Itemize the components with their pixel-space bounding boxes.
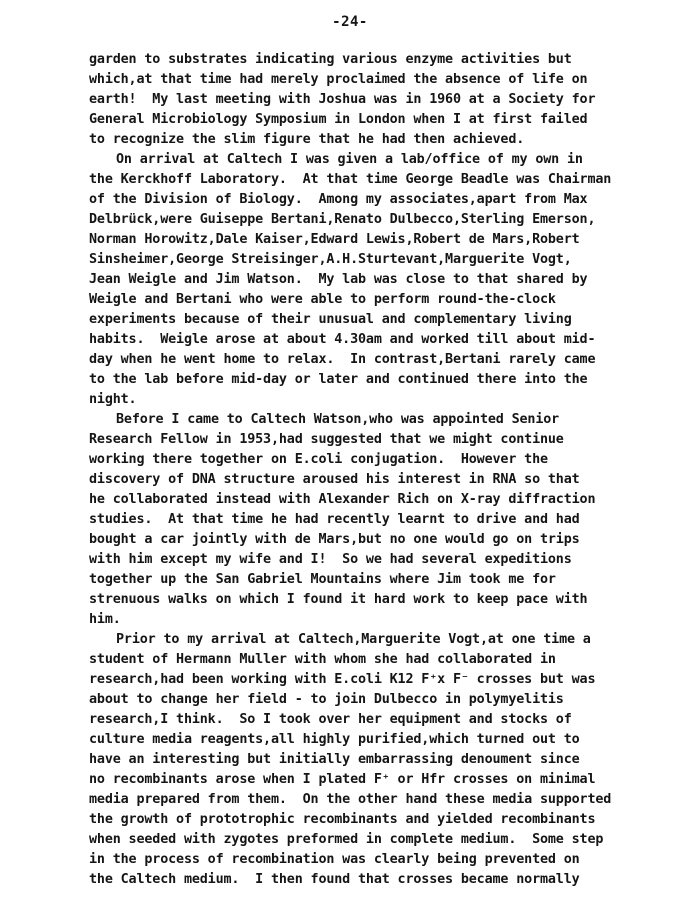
text-line: about to change her field - to join Dulbecco in polymyelitis xyxy=(89,692,564,707)
text-line: day when he went home to relax. In contrast,Bertani rarely came xyxy=(89,352,596,367)
text-line: media prepared from them. On the other hand these media supported xyxy=(89,792,612,807)
text-line: to the lab before mid-day or later and continued there into the xyxy=(89,372,588,387)
text-line: to recognize the slim figure that he had then achieved. xyxy=(89,132,525,147)
text-line: Weigle and Bertani who were able to perform round-the-clock xyxy=(89,292,556,307)
text-line: On arrival at Caltech I was given a lab/office of my own in xyxy=(116,152,583,167)
text-line: research,I think. So I took over her equipment and stocks of xyxy=(89,712,572,727)
text-line: Jean Weigle and Jim Watson. My lab was close to that shared by xyxy=(89,272,588,287)
text-line: together up the San Gabriel Mountains where Jim took me for xyxy=(89,572,556,587)
text-line: which,at that time had merely proclaimed the absence of life on xyxy=(89,72,588,87)
text-line: discovery of DNA structure aroused his interest in RNA so that xyxy=(89,472,580,487)
text-line: in the process of recombination was clearly being prevented on xyxy=(89,852,580,867)
text-line: earth! My last meeting with Joshua was in 1960 at a Society for xyxy=(89,92,596,107)
page-number: -24- xyxy=(332,14,368,30)
text-line: Norman Horowitz,Dale Kaiser,Edward Lewis,Robert de Mars,Robert xyxy=(89,232,580,247)
text-line: Sinsheimer,George Streisinger,A.H.Sturtevant,Marguerite Vogt, xyxy=(89,252,572,267)
text-line: working there together on E.coli conjugation. However the xyxy=(89,452,548,467)
text-line: General Microbiology Symposium in London when I at first failed xyxy=(89,112,588,127)
text-line: him. xyxy=(89,612,121,627)
text-line: garden to substrates indicating various enzyme activities but xyxy=(89,52,572,67)
text-line: Delbrück,were Guiseppe Bertani,Renato Dulbecco,Sterling Emerson, xyxy=(89,212,596,227)
text-line: when seeded with zygotes preformed in complete medium. Some step xyxy=(89,832,604,847)
text-line: experiments because of their unusual and complementary living xyxy=(89,312,572,327)
text-line: studies. At that time he had recently learnt to drive and had xyxy=(89,512,580,527)
text-line: night. xyxy=(89,392,137,407)
text-line: of the Division of Biology. Among my associates,apart from Max xyxy=(89,192,588,207)
text-line: the Kerckhoff Laboratory. At that time George Beadle was Chairman xyxy=(89,172,612,187)
text-line: student of Hermann Muller with whom she had collaborated in xyxy=(89,652,556,667)
text-line: have an interesting but initially embarrassing denoument since xyxy=(89,752,580,767)
text-line: Before I came to Caltech Watson,who was appointed Senior xyxy=(116,412,560,427)
text-line: culture media reagents,all highly purified,which turned out to xyxy=(89,732,580,747)
text-line: the Caltech medium. I then found that crosses became normally xyxy=(89,872,580,887)
text-line: the growth of prototrophic recombinants and yielded recombinants xyxy=(89,812,596,827)
text-line: habits. Weigle arose at about 4.30am and worked till about mid- xyxy=(89,332,596,347)
text-line: Prior to my arrival at Caltech,Marguerite Vogt,at one time a xyxy=(116,632,591,647)
text-line: research,had been working with E.coli K12 F⁺x F⁻ crosses but was xyxy=(89,672,596,687)
text-line: with him except my wife and I! So we had several expeditions xyxy=(89,552,572,567)
text-line: he collaborated instead with Alexander Rich on X-ray diffraction xyxy=(89,492,596,507)
body-text xyxy=(89,50,649,890)
text-line: strenuous walks on which I found it hard work to keep pace with xyxy=(89,592,588,607)
text-line: bought a car jointly with de Mars,but no one would go on trips xyxy=(89,532,580,547)
text-line: Research Fellow in 1953,had suggested that we might continue xyxy=(89,432,564,447)
text-line: no recombinants arose when I plated F⁺ or Hfr crosses on minimal xyxy=(89,772,596,787)
